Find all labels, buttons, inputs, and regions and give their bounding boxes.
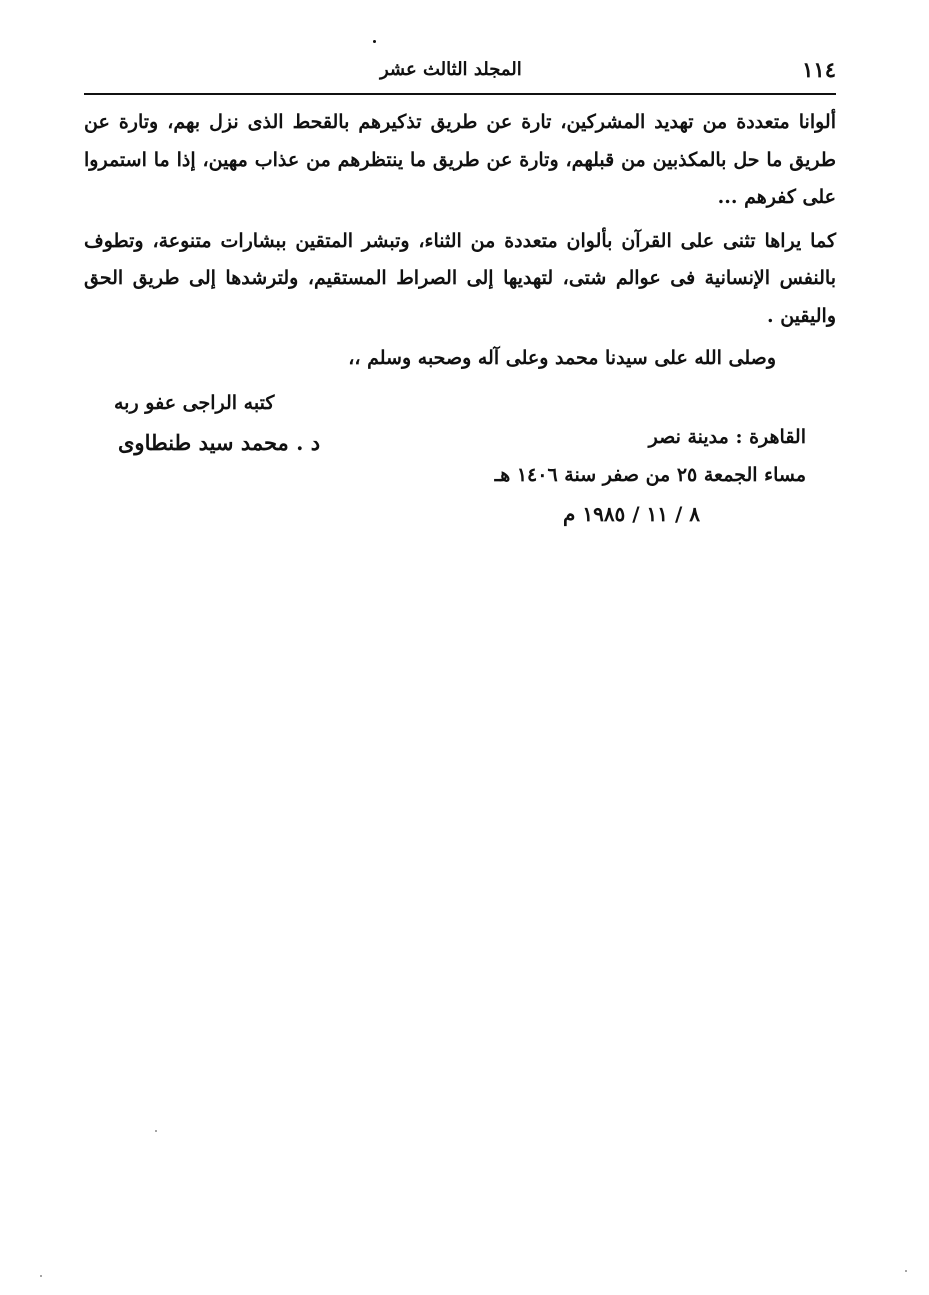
- scan-speck: [155, 1130, 157, 1132]
- writer-label: كتبه الراجى عفو ربه: [114, 392, 275, 414]
- hijri-date: مساء الجمعة ٢٥ من صفر سنة ١٤٠٦ هـ: [494, 464, 806, 486]
- header-divider: [84, 93, 836, 95]
- signature-block: [84, 390, 836, 550]
- print-speck: [373, 40, 376, 43]
- paragraph-1: ألوانا متعددة من تهديد المشركين، تارة عن طريق تذكيرهم بالقحط الذى نزل بهم، وتارة عن طريق ما حل بالمكذبين من قبلهم، وتارة عن طريق ما ينتظرهم من عذاب مهين، إذا ما استمروا على كفرهم ...: [84, 111, 836, 208]
- gregorian-date: ٨ / ١١ / ١٩٨٥ م: [562, 502, 700, 526]
- scan-speck: [905, 1270, 907, 1272]
- body-text: [84, 104, 836, 378]
- page-number: ١١٤: [802, 57, 836, 82]
- place-line: القاهرة : مدينة نصر: [648, 426, 806, 448]
- author-name: د . محمد سيد طنطاوى: [118, 430, 321, 455]
- closing-prayer: وصلى الله على سيدنا محمد وعلى آله وصحبه وسلم ،،: [348, 347, 776, 369]
- scan-speck: [40, 1275, 42, 1277]
- page-header: [84, 55, 836, 91]
- running-title: المجلد الثالث عشر: [380, 59, 522, 80]
- paragraph-2: كما يراها تثنى على القرآن بألوان متعددة من الثناء، وتبشر المتقين ببشارات متنوعة، وتطوف بالنفس الإنسانية فى عوالم شتى، لتهديها إلى الصراط المستقيم، ولترشدها إلى طريق الحق واليقين .: [84, 229, 836, 327]
